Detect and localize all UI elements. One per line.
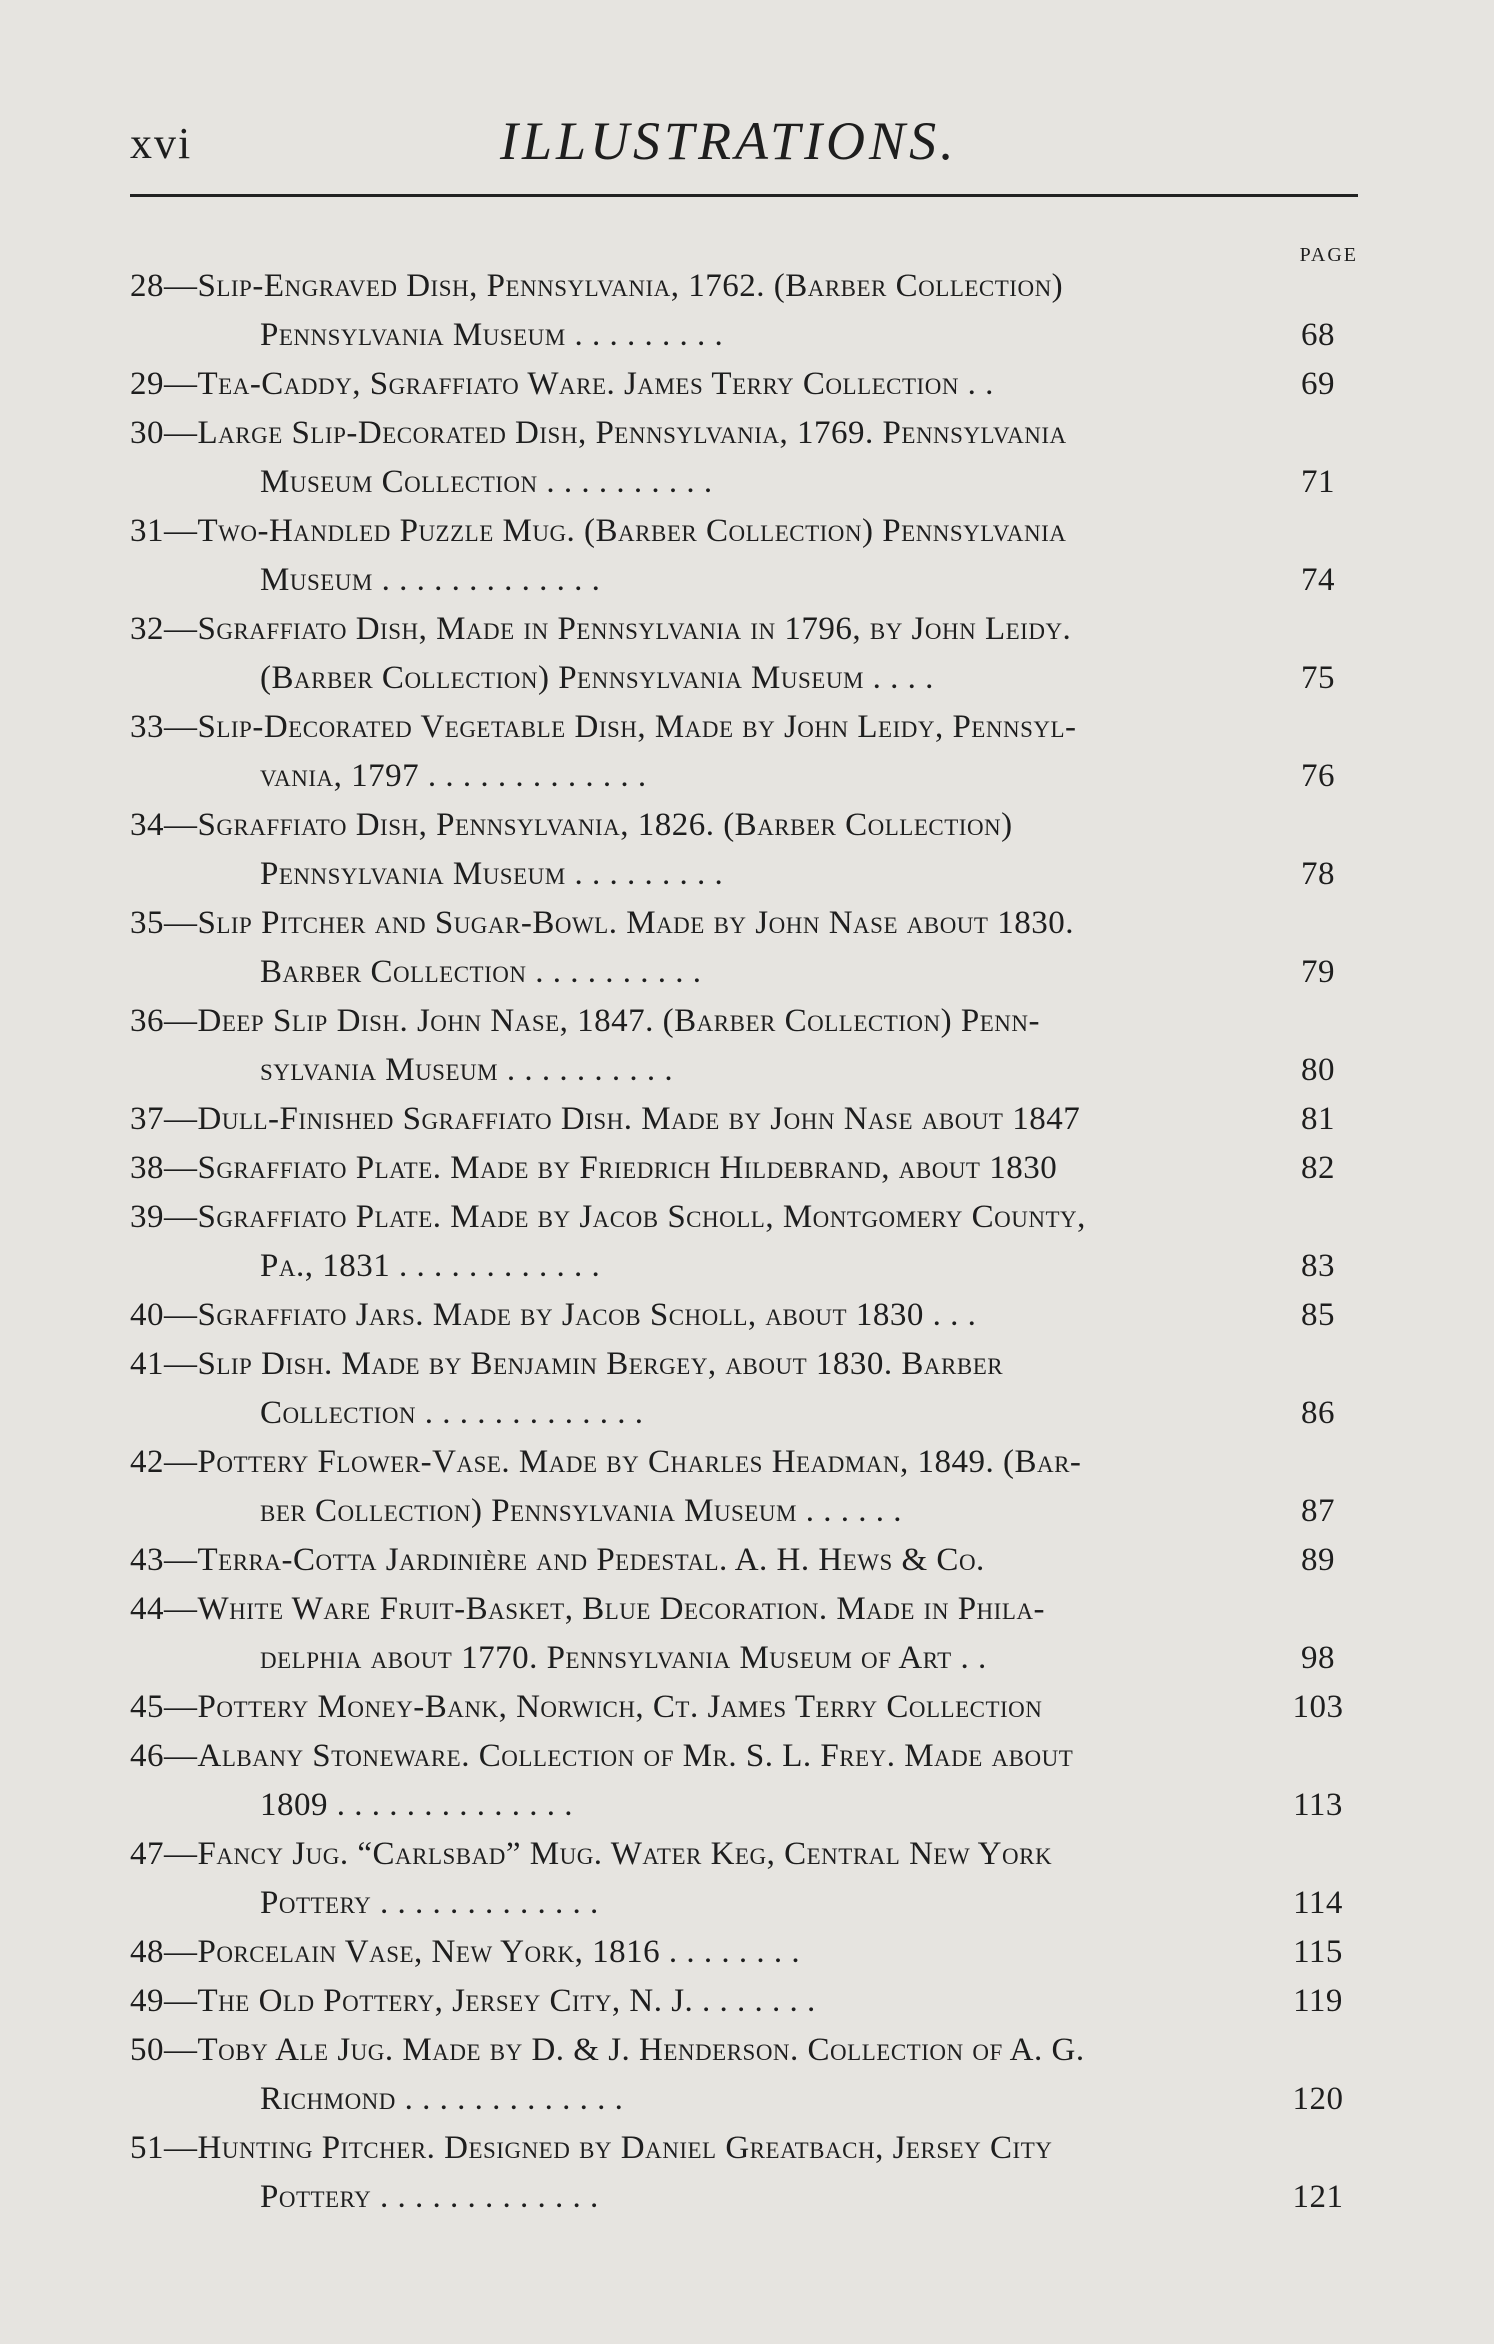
entry-text: sylvania Museum . . . . . . . . . .	[260, 1052, 674, 1088]
entry-text: 46—Albany Stoneware. Collection of Mr. S. L. Frey. Made about	[130, 1738, 1074, 1774]
list-item-continuation	[130, 556, 1358, 605]
entry-page-number: 98	[1301, 1640, 1335, 1676]
entry-text: 1809 . . . . . . . . . . . . . .	[260, 1787, 573, 1823]
entry-text: Barber Collection . . . . . . . . . .	[260, 954, 702, 990]
list-item	[130, 507, 1358, 556]
list-item	[130, 1536, 1358, 1585]
list-item-continuation	[130, 458, 1358, 507]
header-rule	[130, 194, 1358, 197]
list-item	[130, 1144, 1358, 1193]
entry-text: 49—The Old Pottery, Jersey City, N. J. . . . . . . .	[130, 1983, 816, 2019]
list-item	[130, 409, 1358, 458]
list-item	[130, 262, 1358, 311]
entry-text: ber Collection) Pennsylvania Museum . . . . . .	[260, 1493, 902, 1529]
entry-text: Collection . . . . . . . . . . . . .	[260, 1395, 644, 1431]
entry-text: Pennsylvania Museum . . . . . . . . .	[260, 856, 724, 892]
entry-text: Pa., 1831 . . . . . . . . . . . .	[260, 1248, 601, 1284]
entry-page-number: 74	[1301, 562, 1335, 598]
entry-text: 36—Deep Slip Dish. John Nase, 1847. (Barber Collection) Penn-	[130, 1003, 1040, 1039]
list-item	[130, 1340, 1358, 1389]
list-item	[130, 1977, 1358, 2026]
list-item-continuation	[130, 1781, 1358, 1830]
entry-text: 43—Terra-Cotta Jardinière and Pedestal. A. H. Hews & Co.	[130, 1542, 985, 1578]
entry-page-number: 85	[1301, 1297, 1335, 1333]
list-item-continuation	[130, 850, 1358, 899]
entry-text: vania, 1797 . . . . . . . . . . . . .	[260, 758, 647, 794]
entry-page-number: 121	[1292, 2179, 1344, 2215]
page-title: ILLUSTRATIONS.	[500, 111, 958, 171]
entry-page-number: 83	[1301, 1248, 1335, 1284]
list-item	[130, 605, 1358, 654]
entry-text: 39—Sgraffiato Plate. Made by Jacob Scholl, Montgomery County,	[130, 1199, 1086, 1235]
entry-page-number: 80	[1301, 1052, 1335, 1088]
entry-text: 47—Fancy Jug. “Carlsbad” Mug. Water Keg, Central New York	[130, 1836, 1053, 1872]
entry-text: 38—Sgraffiato Plate. Made by Friedrich Hildebrand, about 1830	[130, 1150, 1058, 1186]
entry-text: 31—Two-Handled Puzzle Mug. (Barber Collection) Pennsylvania	[130, 513, 1067, 549]
entry-text: 35—Slip Pitcher and Sugar-Bowl. Made by John Nase about 1830.	[130, 905, 1074, 941]
entry-text: 45—Pottery Money-Bank, Norwich, Ct. James Terry Collection	[130, 1689, 1043, 1725]
list-item-continuation	[130, 1389, 1358, 1438]
entry-page-number: 103	[1292, 1689, 1344, 1725]
entry-text: Museum Collection . . . . . . . . . .	[260, 464, 713, 500]
list-item	[130, 1095, 1358, 1144]
entry-page-number: 69	[1301, 366, 1335, 402]
entry-page-number: 89	[1301, 1542, 1335, 1578]
list-item	[130, 1928, 1358, 1977]
entry-text: 50—Toby Ale Jug. Made by D. & J. Henderson. Collection of A. G.	[130, 2032, 1085, 2068]
entry-text: Museum . . . . . . . . . . . . .	[260, 562, 601, 598]
page-column-label: PAGE	[1299, 244, 1358, 266]
entry-page-number: 82	[1301, 1150, 1335, 1186]
list-item	[130, 1438, 1358, 1487]
list-item	[130, 1683, 1358, 1732]
entry-page-number: 115	[1293, 1934, 1343, 1970]
illustrations-list	[130, 262, 1358, 2222]
entry-text: 40—Sgraffiato Jars. Made by Jacob Scholl, about 1830 . . .	[130, 1297, 977, 1333]
entry-text: delphia about 1770. Pennsylvania Museum of Art . .	[260, 1640, 987, 1676]
list-item-continuation	[130, 752, 1358, 801]
list-item	[130, 899, 1358, 948]
entry-text: 44—White Ware Fruit-Basket, Blue Decoration. Made in Phila-	[130, 1591, 1045, 1627]
entry-text: 28—Slip-Engraved Dish, Pennsylvania, 1762. (Barber Collection)	[130, 268, 1064, 304]
entry-text: 30—Large Slip-Decorated Dish, Pennsylvania, 1769. Pennsylvania	[130, 415, 1067, 451]
entry-text: (Barber Collection) Pennsylvania Museum . . . .	[260, 660, 934, 696]
list-item-continuation	[130, 948, 1358, 997]
list-item	[130, 1291, 1358, 1340]
list-item-continuation	[130, 1634, 1358, 1683]
entry-text: 37—Dull-Finished Sgraffiato Dish. Made by John Nase about 1847	[130, 1101, 1081, 1137]
entry-text: 48—Porcelain Vase, New York, 1816 . . . . . . . .	[130, 1934, 801, 1970]
entry-text: 33—Slip-Decorated Vegetable Dish, Made by John Leidy, Pennsyl-	[130, 709, 1077, 745]
entry-page-number: 114	[1293, 1885, 1343, 1921]
list-item-continuation	[130, 1487, 1358, 1536]
entry-text: Pennsylvania Museum . . . . . . . . .	[260, 317, 724, 353]
entry-page-number: 79	[1301, 954, 1335, 990]
list-item	[130, 360, 1358, 409]
list-item	[130, 1585, 1358, 1634]
list-item-continuation	[130, 654, 1358, 703]
entry-text: 42—Pottery Flower-Vase. Made by Charles Headman, 1849. (Bar-	[130, 1444, 1082, 1480]
entry-text: 51—Hunting Pitcher. Designed by Daniel Greatbach, Jersey City	[130, 2130, 1053, 2166]
entry-page-number: 76	[1301, 758, 1335, 794]
entry-text: 29—Tea-Caddy, Sgraffiato Ware. James Terry Collection . .	[130, 366, 994, 402]
page-number: xvi	[130, 119, 193, 168]
list-item	[130, 1193, 1358, 1242]
entry-page-number: 71	[1301, 464, 1335, 500]
list-item-continuation	[130, 1242, 1358, 1291]
list-item	[130, 2124, 1358, 2173]
entry-text: 41—Slip Dish. Made by Benjamin Bergey, about 1830. Barber	[130, 1346, 1004, 1382]
list-item	[130, 2026, 1358, 2075]
list-item-continuation	[130, 311, 1358, 360]
list-item	[130, 703, 1358, 752]
list-item	[130, 801, 1358, 850]
entry-page-number: 86	[1301, 1395, 1335, 1431]
entry-page-number: 68	[1301, 317, 1335, 353]
entry-text: 32—Sgraffiato Dish, Made in Pennsylvania in 1796, by John Leidy.	[130, 611, 1072, 647]
entry-page-number: 75	[1301, 660, 1335, 696]
list-item	[130, 997, 1358, 1046]
entry-page-number: 87	[1301, 1493, 1335, 1529]
list-item-continuation	[130, 1046, 1358, 1095]
list-item-continuation	[130, 2075, 1358, 2124]
entry-page-number: 113	[1293, 1787, 1343, 1823]
entry-text: 34—Sgraffiato Dish, Pennsylvania, 1826. (Barber Collection)	[130, 807, 1013, 843]
entry-page-number: 78	[1301, 856, 1335, 892]
list-item	[130, 1830, 1358, 1879]
list-item-continuation	[130, 2173, 1358, 2222]
list-item	[130, 1732, 1358, 1781]
entry-page-number: 81	[1301, 1101, 1335, 1137]
entry-text: Pottery . . . . . . . . . . . . .	[260, 2179, 599, 2215]
list-item-continuation	[130, 1879, 1358, 1928]
entry-text: Richmond . . . . . . . . . . . . .	[260, 2081, 624, 2117]
entry-page-number: 119	[1293, 1983, 1343, 2019]
entry-text: Pottery . . . . . . . . . . . . .	[260, 1885, 599, 1921]
entry-page-number: 120	[1292, 2081, 1344, 2117]
